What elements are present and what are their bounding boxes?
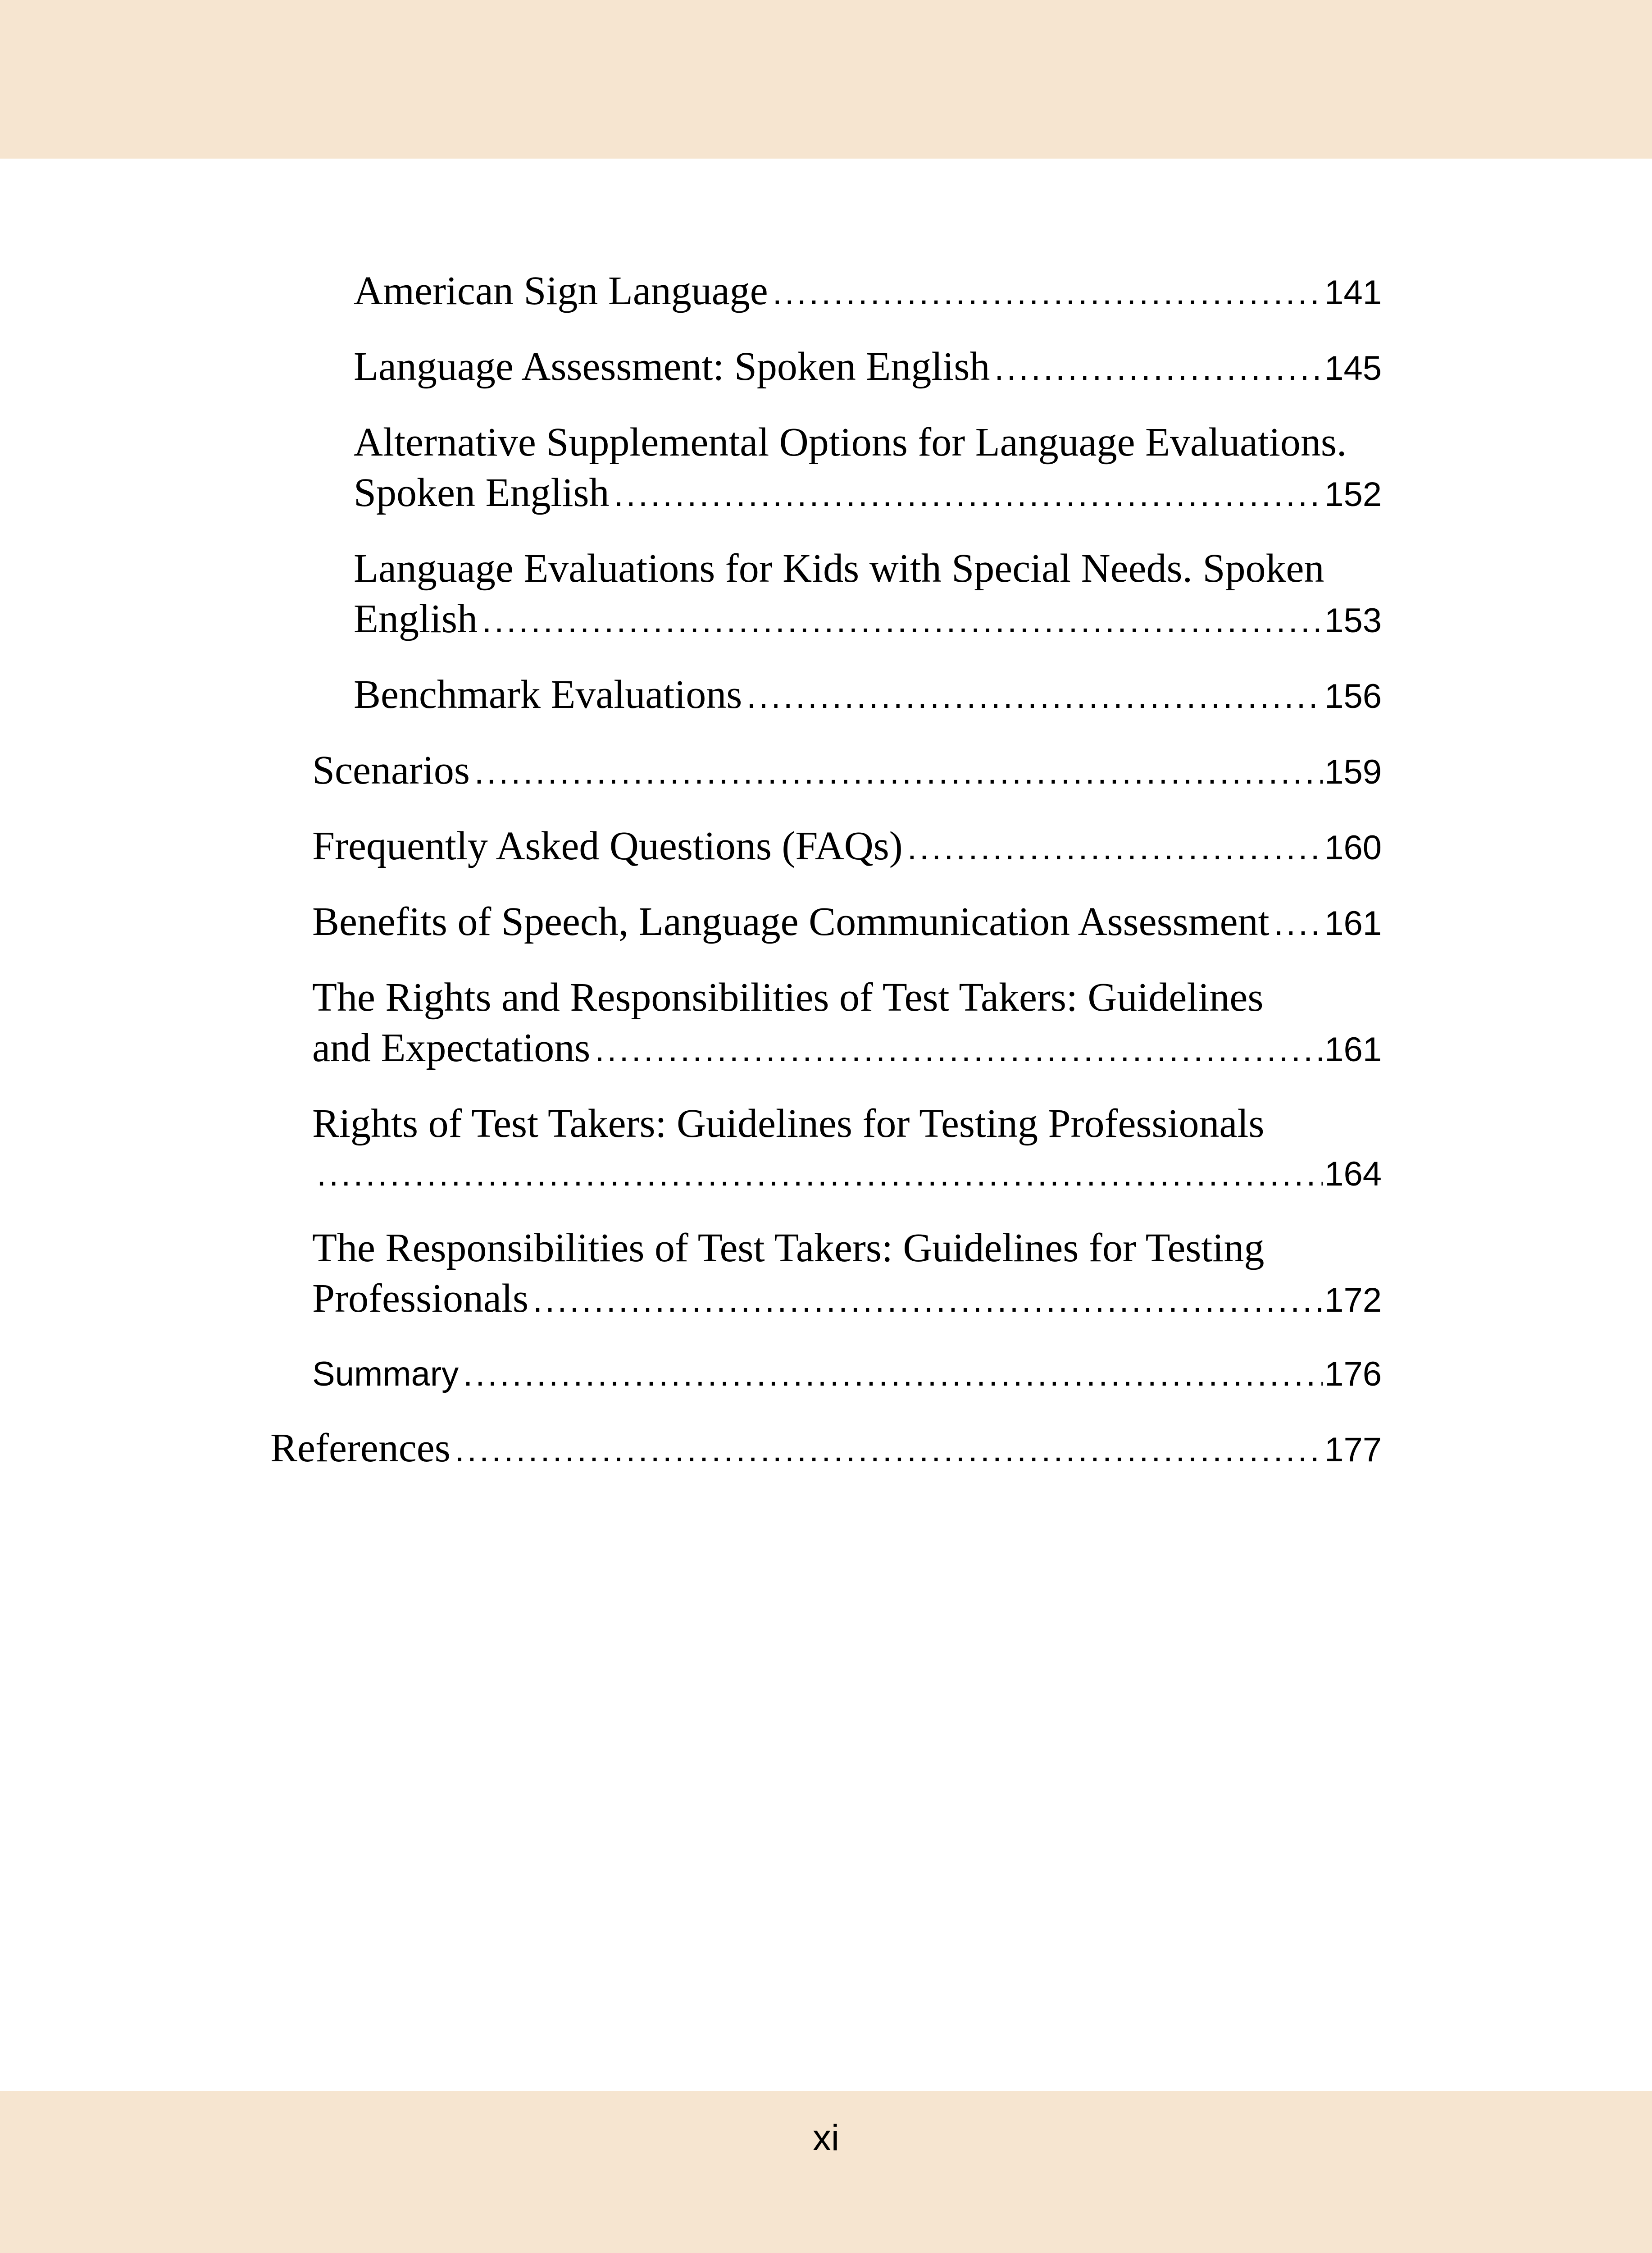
dot-leader [1274, 898, 1323, 949]
toc-entry[interactable] [354, 266, 1382, 318]
dot-leader [907, 823, 1323, 873]
toc-entry-title: Frequently Asked Questions (FAQs) [312, 824, 903, 868]
toc-entry-title: American Sign Language [354, 269, 768, 313]
toc-page-number: 156 [1324, 677, 1382, 716]
toc-page-number: 161 [1324, 1031, 1382, 1069]
top-margin-band [0, 0, 1652, 159]
toc-page-number: 160 [1324, 829, 1382, 867]
dot-leader [595, 1025, 1323, 1075]
dot-leader [746, 671, 1323, 722]
dot-leader [482, 596, 1323, 646]
toc-entry-title-line-2: English [354, 597, 478, 641]
toc-entry-title: Language Assessment: Spoken English [354, 344, 990, 389]
toc-entry[interactable] [354, 670, 1382, 722]
page-number: xi [812, 2117, 840, 2158]
toc-entry[interactable] [270, 1423, 1382, 1475]
toc-entry[interactable] [312, 745, 1382, 798]
toc-entry[interactable] [354, 417, 1382, 520]
toc-entry-title-line-1: Rights of Test Takers: Guidelines for Testing Professionals [312, 1101, 1265, 1146]
toc-entry[interactable] [354, 342, 1382, 394]
toc-entry[interactable] [312, 1099, 1382, 1199]
toc-entry-title: Benefits of Speech, Language Communication Assessment [312, 899, 1270, 944]
toc-page-number: 161 [1324, 904, 1382, 943]
toc-entry[interactable] [354, 543, 1382, 646]
toc-page-number: 176 [1324, 1355, 1382, 1393]
dot-leader [773, 268, 1323, 318]
toc-entry[interactable] [312, 1349, 1382, 1400]
toc-entry[interactable] [312, 821, 1382, 873]
toc-page-number: 145 [1324, 349, 1382, 388]
toc-entry-title: Summary [312, 1355, 459, 1393]
dot-leader [317, 1149, 1323, 1199]
toc-entry-title: Benchmark Evaluations [354, 672, 742, 717]
table-of-contents [0, 266, 1652, 1499]
toc-entry-title-line-2: Professionals [312, 1276, 528, 1321]
toc-page-number: 153 [1324, 602, 1382, 640]
dot-leader [533, 1275, 1323, 1326]
toc-entry[interactable] [312, 897, 1382, 949]
dot-leader [994, 343, 1323, 394]
dot-leader [455, 1425, 1323, 1475]
toc-page-number: 141 [1324, 274, 1382, 312]
toc-entry-title-line-2: Spoken English [354, 470, 610, 515]
toc-entry-title-line-1: The Responsibilities of Test Takers: Guidelines for Testing [312, 1226, 1265, 1270]
toc-entry-title-line-1: Language Evaluations for Kids with Special Needs. Spoken [354, 546, 1324, 591]
toc-entry-title-line-2: and Expectations [312, 1026, 591, 1070]
dot-leader [614, 470, 1323, 520]
toc-page-number: 172 [1324, 1281, 1382, 1319]
toc-page-number: 164 [1324, 1155, 1382, 1193]
toc-entry-title: Scenarios [312, 748, 470, 793]
toc-entry-title-line-1: Alternative Supplemental Options for Language Evaluations. [354, 420, 1347, 465]
toc-page-number: 177 [1324, 1431, 1382, 1469]
toc-page-number: 159 [1324, 753, 1382, 791]
dot-leader [474, 747, 1323, 798]
toc-entry-title-line-1: The Rights and Responsibilities of Test Takers: Guidelines [312, 975, 1264, 1020]
toc-entry[interactable] [312, 972, 1382, 1075]
toc-entry-title: References [270, 1426, 451, 1470]
toc-page-number: 152 [1324, 475, 1382, 514]
toc-entry[interactable] [312, 1223, 1382, 1326]
dot-leader [463, 1349, 1323, 1400]
